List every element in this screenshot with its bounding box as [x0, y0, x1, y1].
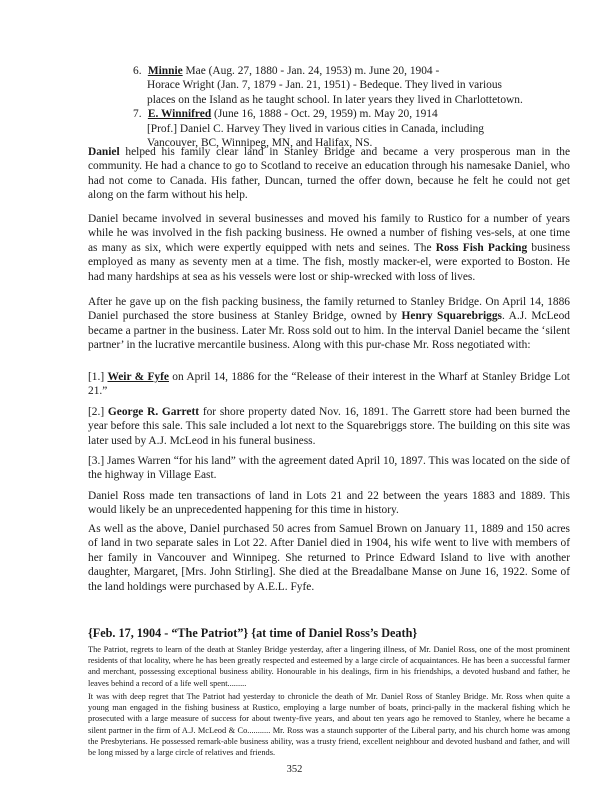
paragraph-land-transactions: Daniel Ross made ten transactions of land in Lots 21 and 22 between the years 1883 and 1889. This would likely be an unprecedented happening for this time in history. [88, 490, 570, 517]
child-detail-line: Horace Wright (Jan. 7, 1879 - Jan. 21, 1951) - Bedeque. They lived in various [147, 79, 502, 92]
list-number: 6. [133, 65, 142, 77]
transaction-item-1 [88, 370, 570, 399]
paragraph-text: After he gave up on the fish packing business, the family returned to Stanley Bridge. On April 14, 1886 Daniel purchased the store business at Stanley Bridge, owned by [88, 296, 570, 323]
paragraph-daniel-intro [88, 145, 570, 203]
item-text: for shore property dated Nov. 16, 1891. The Garrett store had been burned the year before this sale. This sale included a lot next to the Squarebriggs store. The building on this site was later used by A.J. McLeod in his funeral business. [88, 406, 570, 447]
child-name: E. Winnifred [147, 108, 212, 121]
list-item [133, 64, 573, 107]
newspaper-paragraph: It was with deep regret that The Patriot had yesterday to chronicle the death of Mr. Daniel Ross of Stanley Bridge. Mr. Ross when quite a young man engaged in the fishing business at Rustico, employing a large number of boats, princi-pally in the mackeral fishing which he prosecuted with a large measure of success for about twenty-five years, and about ten years ago he removed to Stanley, where he became a silent partner in the firm of A.J. McLeod & Co........... Mr. Ross was a staunch supporter of the Liberal party, and his church home was among the Presbyterians. He possessed remark-able business ability, was a trusty friend, excellent neighbour and devoted husband and father, and will be long missed by a large circle of relatives and friends. [88, 692, 570, 758]
lead-name: Daniel [88, 146, 120, 158]
page-number: 352 [286, 764, 303, 775]
children-list [133, 64, 573, 150]
paragraph-text: Daniel became involved in several businesses and moved his family to Rustico for a number of years while he was involved in the fish packing business. He owned a number of fishing ves-sels, at one time as many as six, which were expertly equipped with nets and seines. The [88, 213, 570, 254]
item-number: [1.] [88, 371, 108, 383]
transaction-item-3: [3.] James Warren “for his land” with the agreement dated April 10, 1897. This was located on the side of the highway in Village East. [88, 455, 570, 482]
newspaper-heading: {Feb. 17, 1904 - “The Patriot”} {at time of Daniel Ross’s Death} [88, 626, 418, 640]
party-name: Weir & Fyfe [107, 371, 169, 383]
child-detail-line: places on the Island as he taught school. In later years they lived in Charlottetown. [147, 93, 523, 106]
item-text: on April 14, 1886 for the “Release of their interest in the Wharf at Stanley Bridge Lot 21.” [88, 371, 570, 398]
paragraph-text: business employed as many as seventy men at a time. The fish, mostly macker-el, were exported to Boston. He had many hardships at sea as his vessels were lost or ship-wrecked with loss of lives. [88, 241, 570, 283]
child-dates: Mae (Aug. 27, 1880 - Jan. 24, 1953) m. June 20, 1904 - [182, 65, 440, 77]
paragraph-store-business [88, 295, 570, 353]
child-dates: (June 16, 1888 - Oct. 29, 1959) m. May 20, 1914 [211, 108, 438, 121]
paragraph-later-life: As well as the above, Daniel purchased 50 acres from Samuel Brown on January 11, 1889 and 150 acres of land in two separate sales in Lot 22. After Daniel died in 1904, his wife went to live with members of her family in Vancouver and Winnipeg. She returned to Prince Edward Island to live with another daughter, Margaret, [Mrs. John Stirling]. She died at the Breadalbane Manse on June 16, 1922. Some of the land holdings were purchased by A.E.L. Fyfe. [88, 523, 570, 593]
paragraph-fish-packing [88, 212, 570, 284]
child-detail-line: Vancouver, BC, Winnipeg, MN, and Halifax, NS. [147, 137, 373, 150]
newspaper-paragraph: The Patriot, regrets to learn of the death at Stanley Bridge yesterday, after a lingering illness, of Mr. Daniel Ross, one of the most prominent residents of that locality, where he has been greatly respected and esteemed by a large circle of acquaintances. He has been a successful farmer and merchant, possessing exceptional business ability. Honourable in his dealings, firm in his friendships, a devoted husband and father, he leaves behind a record of a life well spent......... [88, 645, 570, 688]
item-number: [2.] [88, 406, 108, 418]
transaction-item-2 [88, 405, 570, 448]
child-name: Minnie [147, 65, 183, 77]
business-name: Ross Fish Packing [435, 241, 528, 254]
party-name: George R. Garrett [107, 406, 200, 418]
person-name: Henry Squarebriggs [401, 310, 502, 323]
paragraph-text: helped his family clear land in Stanley Bridge and became a very prosperous man in the community. He had a chance to go to Scotland to receive an education through his namesake Daniel, who had not come to Canada. His father, Duncan, turned the offer down, because he felt he could not get along on the farm without his help. [88, 146, 570, 202]
list-number: 7. [133, 108, 142, 121]
list-item [133, 107, 573, 150]
paragraph-text: . A.J. McLeod became a partner in the business. Later Mr. Ross sold out to him. In the interval Daniel became the ‘silent partner’ in the lucrative mercantile business. Along with this pur-chase Mr. Ross negotiated with: [88, 310, 570, 352]
child-detail-line: [Prof.] Daniel C. Harvey They lived in various cities in Canada, including [147, 122, 484, 135]
